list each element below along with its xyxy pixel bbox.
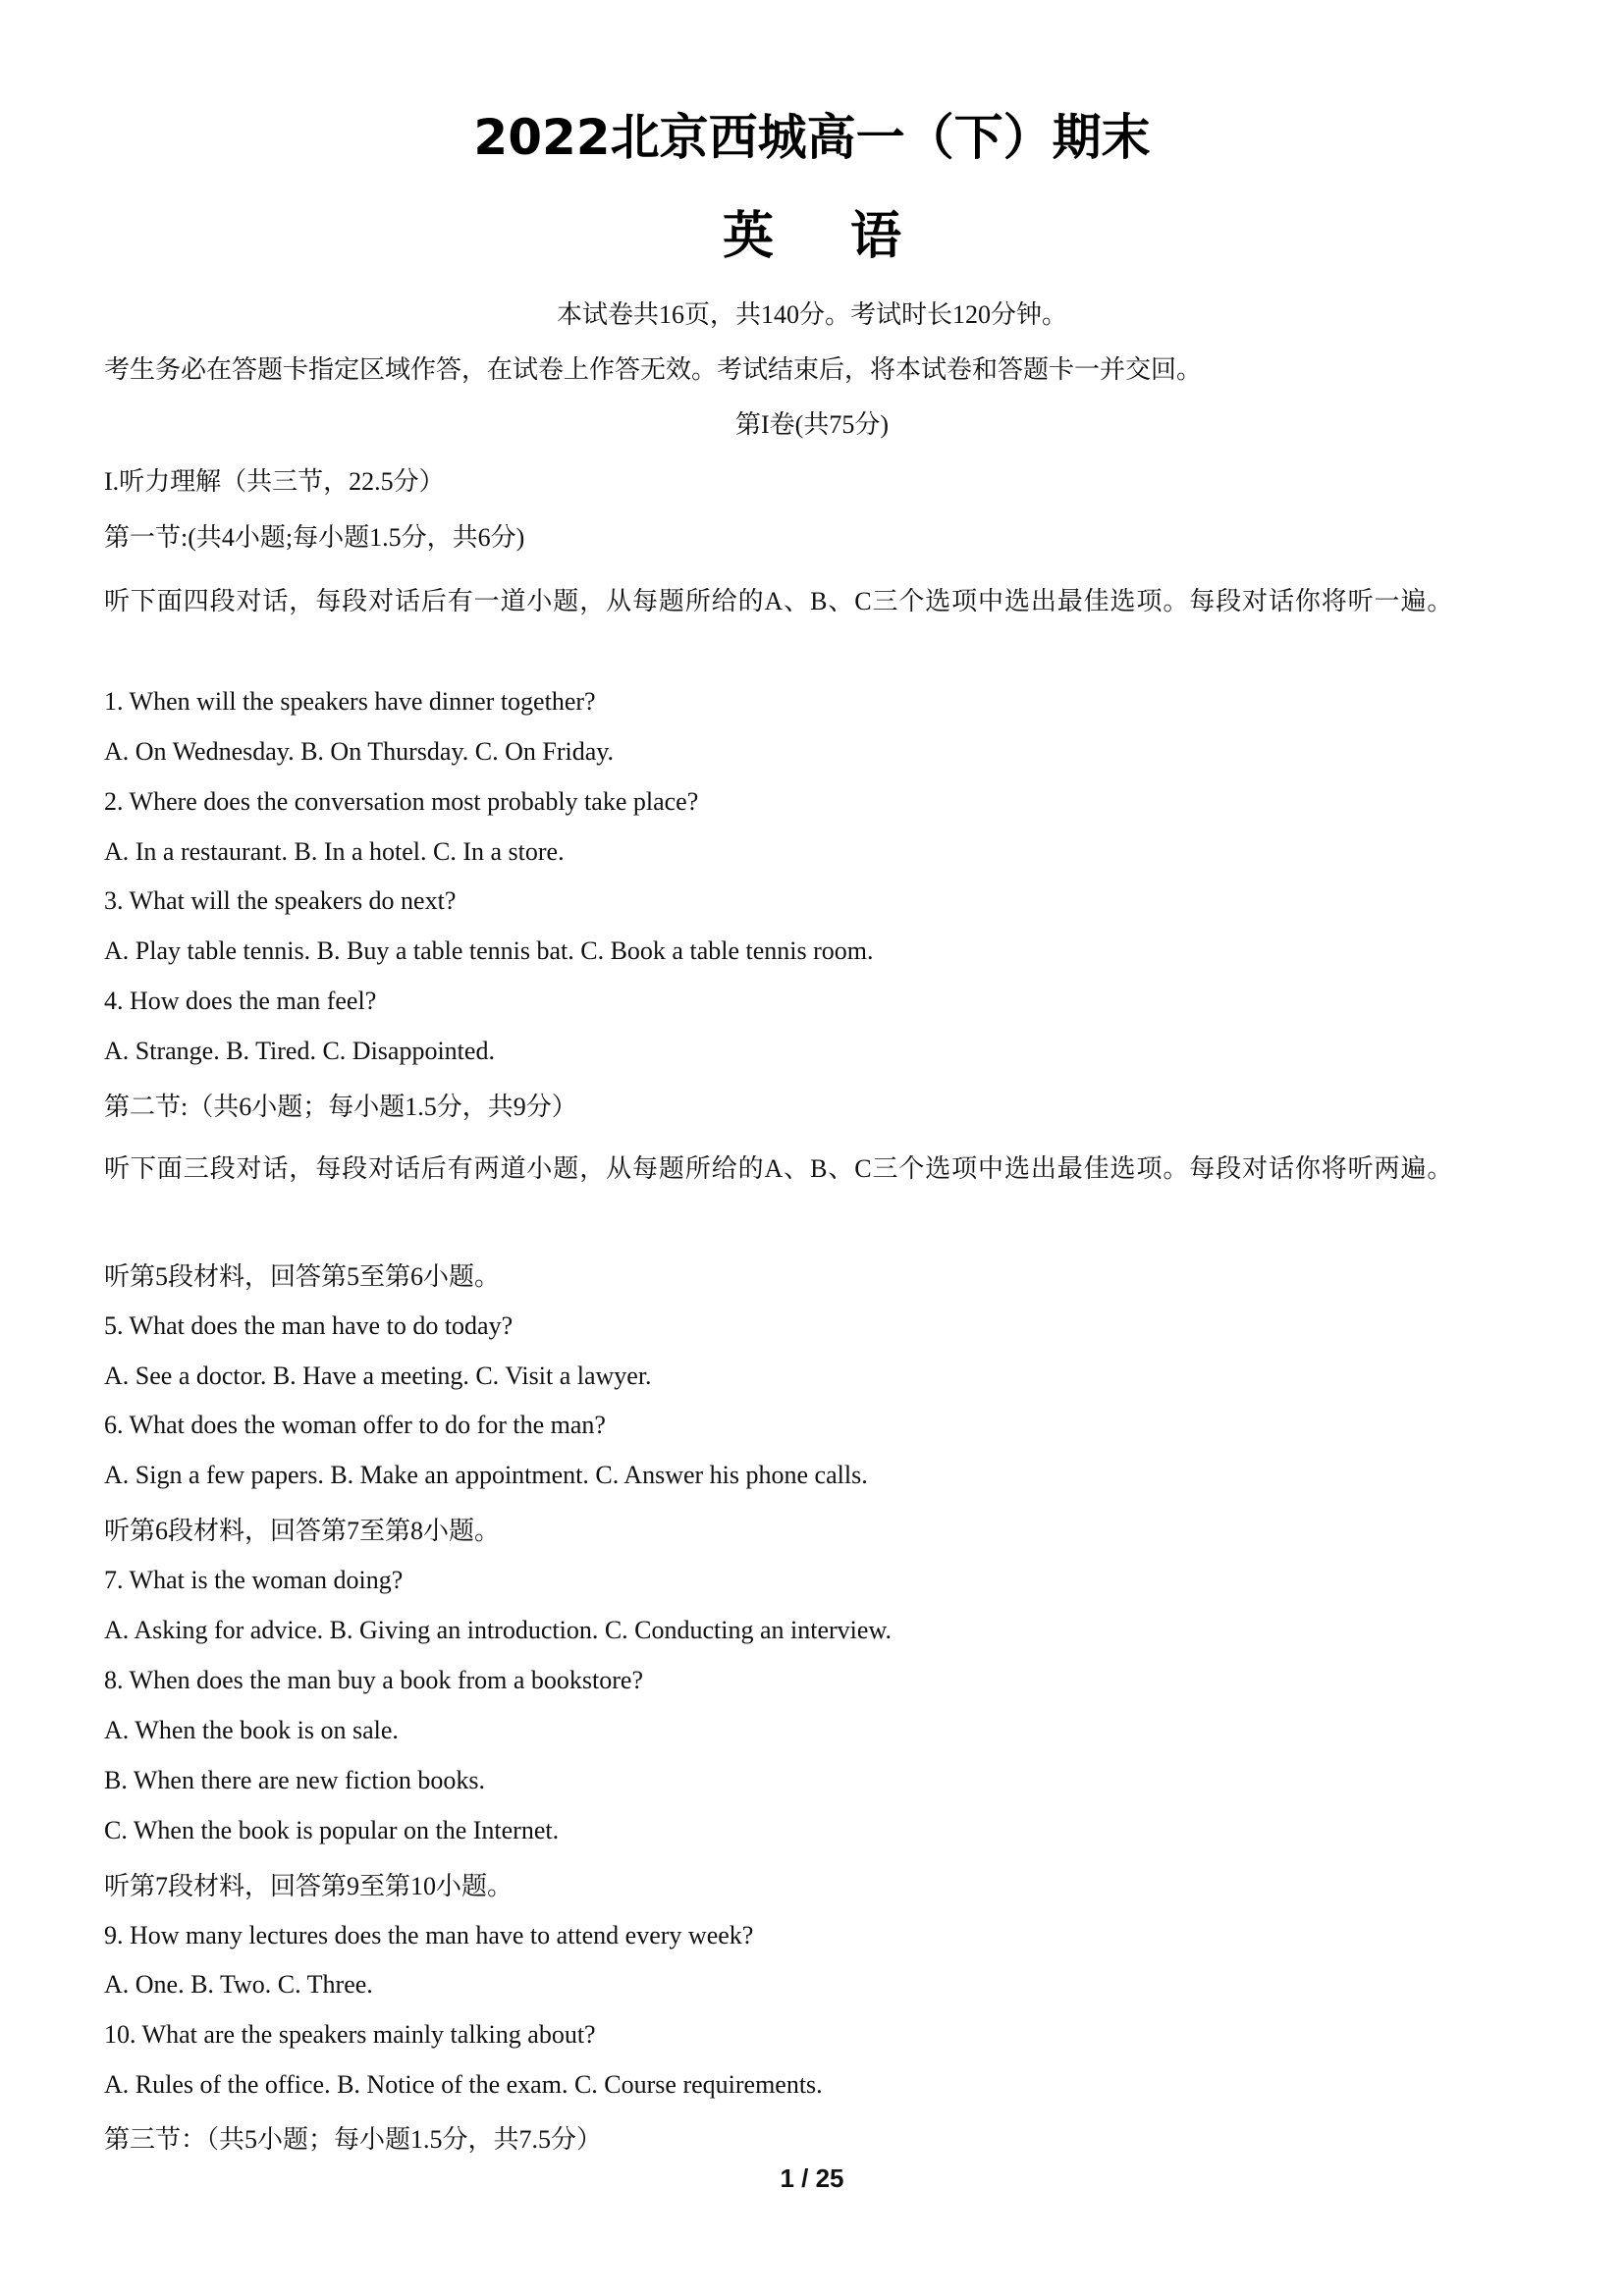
options-5: A. See a doctor. B. Have a meeting. C. Visit a lawyer. [104,1362,652,1390]
option-8c: C. When the book is popular on the Internet. [104,1816,560,1844]
question-8: 8. When does the man buy a book from a bookstore? [104,1666,643,1694]
question-9: 9. How many lectures does the man have to attend every week? [104,1921,754,1949]
subject-title: 英语 [722,207,978,266]
part1-heading: I.听力理解（共三节，22.5分） [104,467,445,496]
sec2-instruction: 听下面三段对话，每段对话后有两道小题，从每题所给的A、B、C三个选项中选出最佳选项。每段对话你将听两遍。 [104,1154,1454,1183]
question-5: 5. What does the man have to do today? [104,1311,514,1340]
options-1: A. On Wednesday. B. On Thursday. C. On Friday. [104,737,615,766]
options-10: A. Rules of the office. B. Notice of the exam. C. Course requirements. [104,2070,823,2099]
options-4: A. Strange. B. Tired. C. Disappointed. [104,1037,495,1065]
exam-info: 本试卷共16页，共140分。考试时长120分钟。 [556,300,1067,329]
question-4: 4. How does the man feel? [104,987,377,1015]
question-10: 10. What are the speakers mainly talking about? [104,2020,596,2049]
question-1: 1. When will the speakers have dinner together? [104,687,596,716]
sec1-instruction: 听下面四段对话，每段对话后有一道小题，从每题所给的A、B、C三个选项中选出最佳选项。每段对话你将听一遍。 [104,587,1454,615]
sec1-heading: 第一节:(共4小题;每小题1.5分，共6分) [104,523,525,552]
options-7: A. Asking for advice. B. Giving an introduction. C. Conducting an interview. [104,1616,893,1644]
exam-notice: 考生务必在答题卡指定区域作答，在试卷上作答无效。考试结束后，将本试卷和答题卡一并交回。 [104,355,1203,384]
material-5-note: 听第5段材料，回答第5至第6小题。 [104,1262,501,1291]
sec3-heading: 第三节：（共5小题；每小题1.5分，共7.5分） [104,2125,603,2154]
exam-title: 2022北京西城高一（下）期末 [473,109,1151,166]
options-6: A. Sign a few papers. B. Make an appointment. C. Answer his phone calls. [104,1461,868,1489]
option-8a: A. When the book is on sale. [104,1716,399,1744]
options-2: A. In a restaurant. B. In a hotel. C. In a store. [104,837,565,866]
option-8b: B. When there are new fiction books. [104,1766,485,1794]
question-7: 7. What is the woman doing? [104,1566,404,1594]
question-3: 3. What will the speakers do next? [104,886,457,915]
options-3: A. Play table tennis. B. Buy a table tennis bat. C. Book a table tennis room. [104,936,874,965]
page-number: 1 / 25 [780,2163,844,2193]
question-2: 2. Where does the conversation most probably take place? [104,787,699,816]
question-6: 6. What does the woman offer to do for the man? [104,1411,606,1439]
sec2-heading: 第二节:（共6小题；每小题1.5分，共9分） [104,1093,577,1121]
material-6-note: 听第6段材料，回答第7至第8小题。 [104,1517,501,1545]
material-7-note: 听第7段材料，回答第9至第10小题。 [104,1872,514,1900]
options-9: A. One. B. Two. C. Three. [104,1970,373,1999]
section-main-heading: 第I卷(共75分) [735,410,889,439]
